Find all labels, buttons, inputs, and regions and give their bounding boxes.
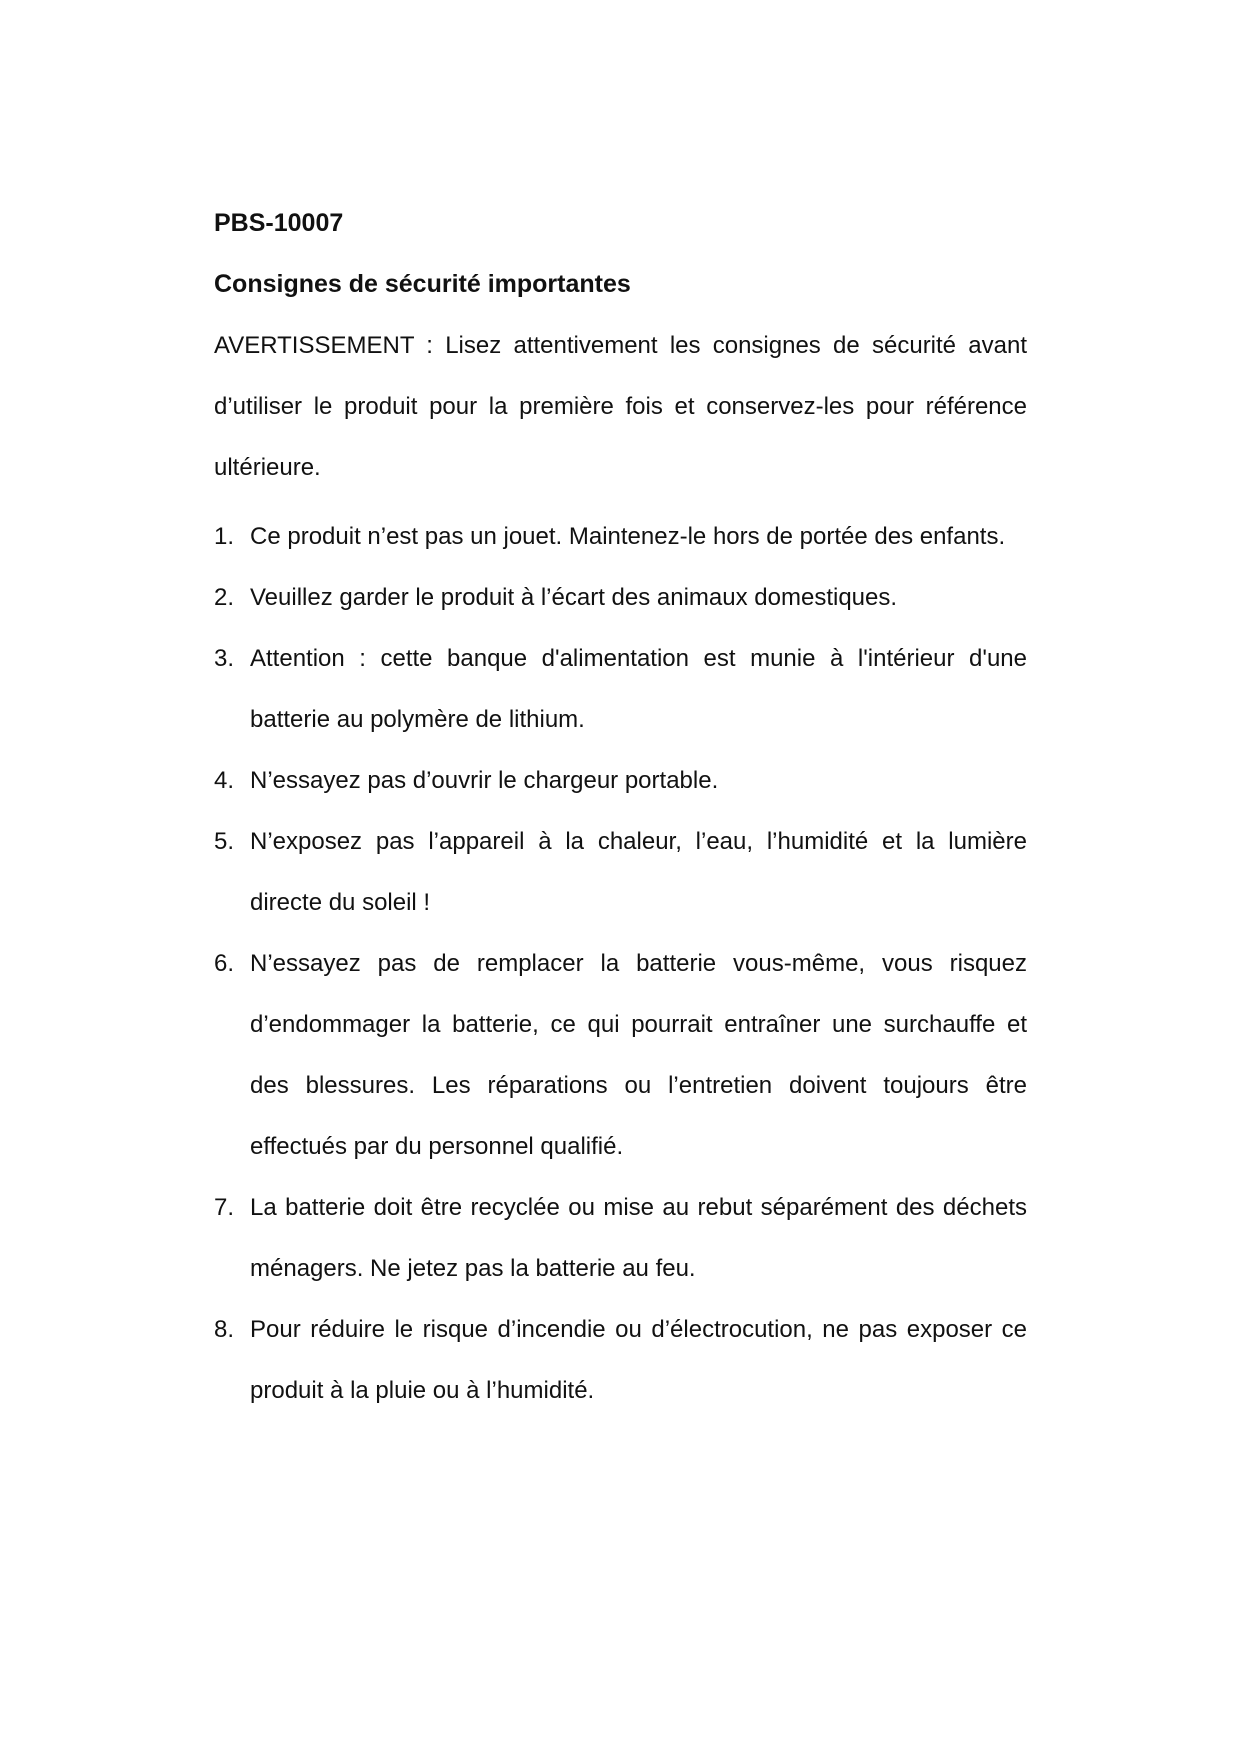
list-item-text: Attention : cette banque d'alimentation est munie à l'intérieur d'une batterie au polymère de lithium. bbox=[250, 645, 1027, 733]
list-item-text: Ce produit n’est pas un jouet. Maintenez-le hors de portée des enfants. bbox=[250, 523, 1006, 550]
list-item-text: N’essayez pas d’ouvrir le chargeur portable. bbox=[250, 767, 719, 794]
list-item bbox=[214, 933, 1027, 1177]
document-title: Consignes de sécurité importantes bbox=[214, 270, 631, 298]
list-item-text: N’exposez pas l’appareil à la chaleur, l’eau, l’humidité et la lumière directe du soleil ! bbox=[250, 828, 1027, 916]
document-page bbox=[214, 206, 1027, 1421]
safety-instructions-list bbox=[214, 506, 1027, 1421]
list-item-number: 6. bbox=[214, 950, 235, 977]
list-item-number: 2. bbox=[214, 584, 235, 611]
list-item-number: 1. bbox=[214, 523, 235, 550]
list-item-number: 4. bbox=[214, 767, 235, 794]
list-item bbox=[214, 628, 1027, 750]
list-item-number: 5. bbox=[214, 828, 235, 855]
list-item-text: La batterie doit être recyclée ou mise au rebut séparément des déchets ménagers. Ne jetez pas la batterie au feu. bbox=[250, 1194, 1027, 1282]
list-item-number: 8. bbox=[214, 1316, 235, 1343]
list-item-number: 7. bbox=[214, 1194, 235, 1221]
list-item bbox=[214, 567, 1027, 628]
model-number: PBS-10007 bbox=[214, 209, 344, 237]
list-item bbox=[214, 750, 1027, 811]
list-item-text: Veuillez garder le produit à l’écart des animaux domestiques. bbox=[250, 584, 898, 611]
list-item bbox=[214, 811, 1027, 933]
list-item bbox=[214, 506, 1027, 567]
list-item bbox=[214, 1177, 1027, 1299]
warning-paragraph: AVERTISSEMENT : Lisez attentivement les consignes de sécurité avant d’utiliser le produit pour la première fois et conservez-les pour référence ultérieure. bbox=[214, 332, 1027, 481]
list-item-text: Pour réduire le risque d’incendie ou d’électrocution, ne pas exposer ce produit à la pluie ou à l’humidité. bbox=[250, 1316, 1027, 1404]
list-item bbox=[214, 1299, 1027, 1421]
list-item-text: N’essayez pas de remplacer la batterie vous-même, vous risquez d’endommager la batterie, ce qui pourrait entraîner une surchauffe et des blessures. Les réparations ou l’entretien doivent toujours être effectués par du personnel qualifié. bbox=[250, 950, 1027, 1160]
list-item-number: 3. bbox=[214, 645, 235, 672]
